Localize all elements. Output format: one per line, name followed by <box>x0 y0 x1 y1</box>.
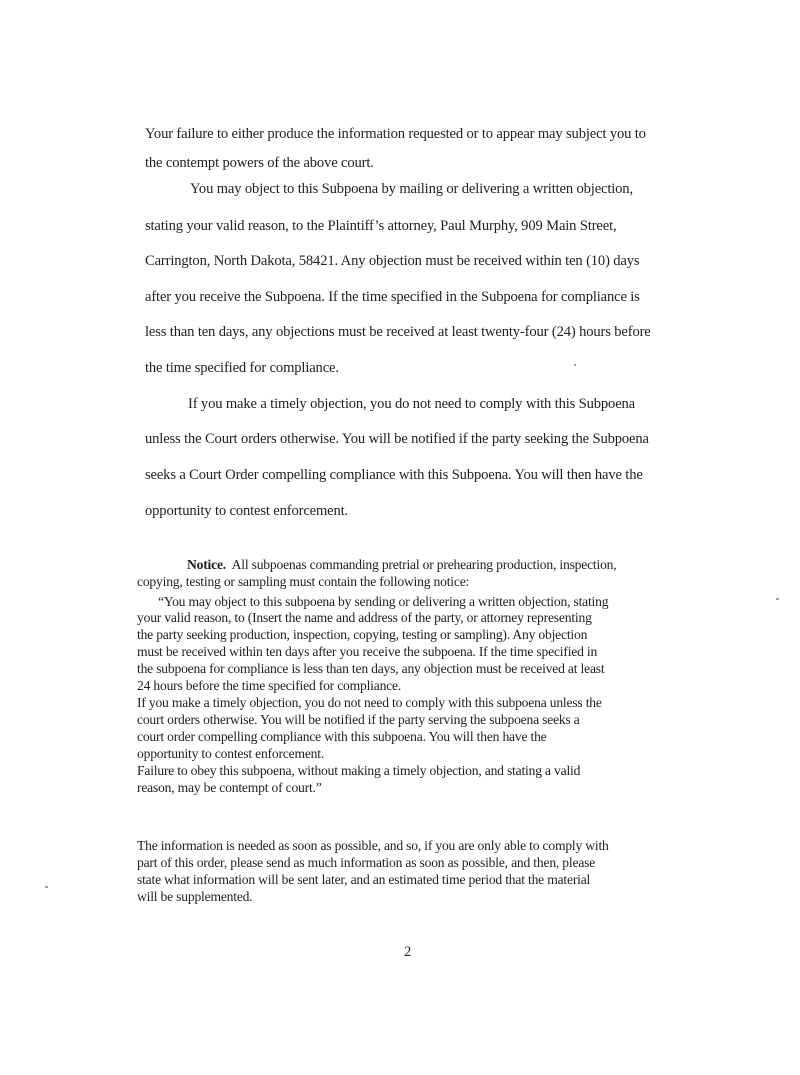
notice-quote-line: must be received within ten days after you receive the subpoena. If the time specified in <box>137 644 598 659</box>
notice-intro-line <box>187 557 616 573</box>
body-line: stating your valid reason, to the Plaintiff’s attorney, Paul Murphy, 909 Main Street, <box>145 218 617 234</box>
body-line: You may object to this Subpoena by mailing or delivering a written objection, <box>190 181 633 197</box>
body-line: less than ten days, any objections must be received at least twenty-four (24) hours before <box>145 324 651 340</box>
body-line: unless the Court orders otherwise. You will be notified if the party seeking the Subpoena <box>145 431 649 447</box>
body-line: If you make a timely objection, you do not need to comply with this Subpoena <box>188 396 636 412</box>
notice-quote-line: If you make a timely objection, you do not need to comply with this subpoena unless the <box>137 695 602 710</box>
notice-quote-line: court orders otherwise. You will be notified if the party serving the subpoena seeks a <box>137 712 580 727</box>
notice-quote-line: the party seeking production, inspection, copying, testing or sampling). Any objection <box>137 627 588 642</box>
notice-quote-line: the subpoena for compliance is less than ten days, any objection must be received at least <box>137 661 605 676</box>
closing-line: will be supplemented. <box>137 889 253 904</box>
body-line: Your failure to either produce the information requested or to appear may subject you to <box>145 126 646 142</box>
notice-intro-line: copying, testing or sampling must contain the following notice: <box>137 574 470 589</box>
notice-quote-line: 24 hours before the time specified for compliance. <box>137 678 402 693</box>
scan-speck <box>776 598 779 600</box>
page-number: 2 <box>404 944 412 960</box>
body-line: opportunity to contest enforcement. <box>145 503 349 519</box>
closing-line: The information is needed as soon as possible, and so, if you are only able to comply with <box>137 838 609 853</box>
notice-quote-line: opportunity to contest enforcement. <box>137 746 325 761</box>
scan-speck <box>574 364 576 366</box>
notice-quote-line: your valid reason, to (Insert the name and address of the party, or attorney representing <box>137 610 592 625</box>
body-line: after you receive the Subpoena. If the time specified in the Subpoena for compliance is <box>145 289 640 305</box>
notice-quote-line: “You may object to this subpoena by sending or delivering a written objection, stating <box>158 594 609 609</box>
body-line: seeks a Court Order compelling compliance with this Subpoena. You will then have the <box>145 467 643 483</box>
body-line: the contempt powers of the above court. <box>145 155 374 171</box>
closing-line: state what information will be sent later, and an estimated time period that the material <box>137 872 591 887</box>
notice-quote-line: reason, may be contempt of court.” <box>137 780 322 795</box>
notice-quote-line: court order compelling compliance with this subpoena. You will then have the <box>137 729 547 744</box>
scan-speck <box>45 886 48 888</box>
notice-quote-line: Failure to obey this subpoena, without making a timely objection, and stating a valid <box>137 763 581 778</box>
body-line: the time specified for compliance. <box>145 360 339 376</box>
notice-intro-text: All subpoenas commanding pretrial or prehearing production, inspection, <box>231 557 617 572</box>
closing-line: part of this order, please send as much information as soon as possible, and then, please <box>137 855 596 870</box>
notice-heading: Notice. <box>187 557 226 572</box>
body-line: Carrington, North Dakota, 58421. Any objection must be received within ten (10) days <box>145 253 640 269</box>
